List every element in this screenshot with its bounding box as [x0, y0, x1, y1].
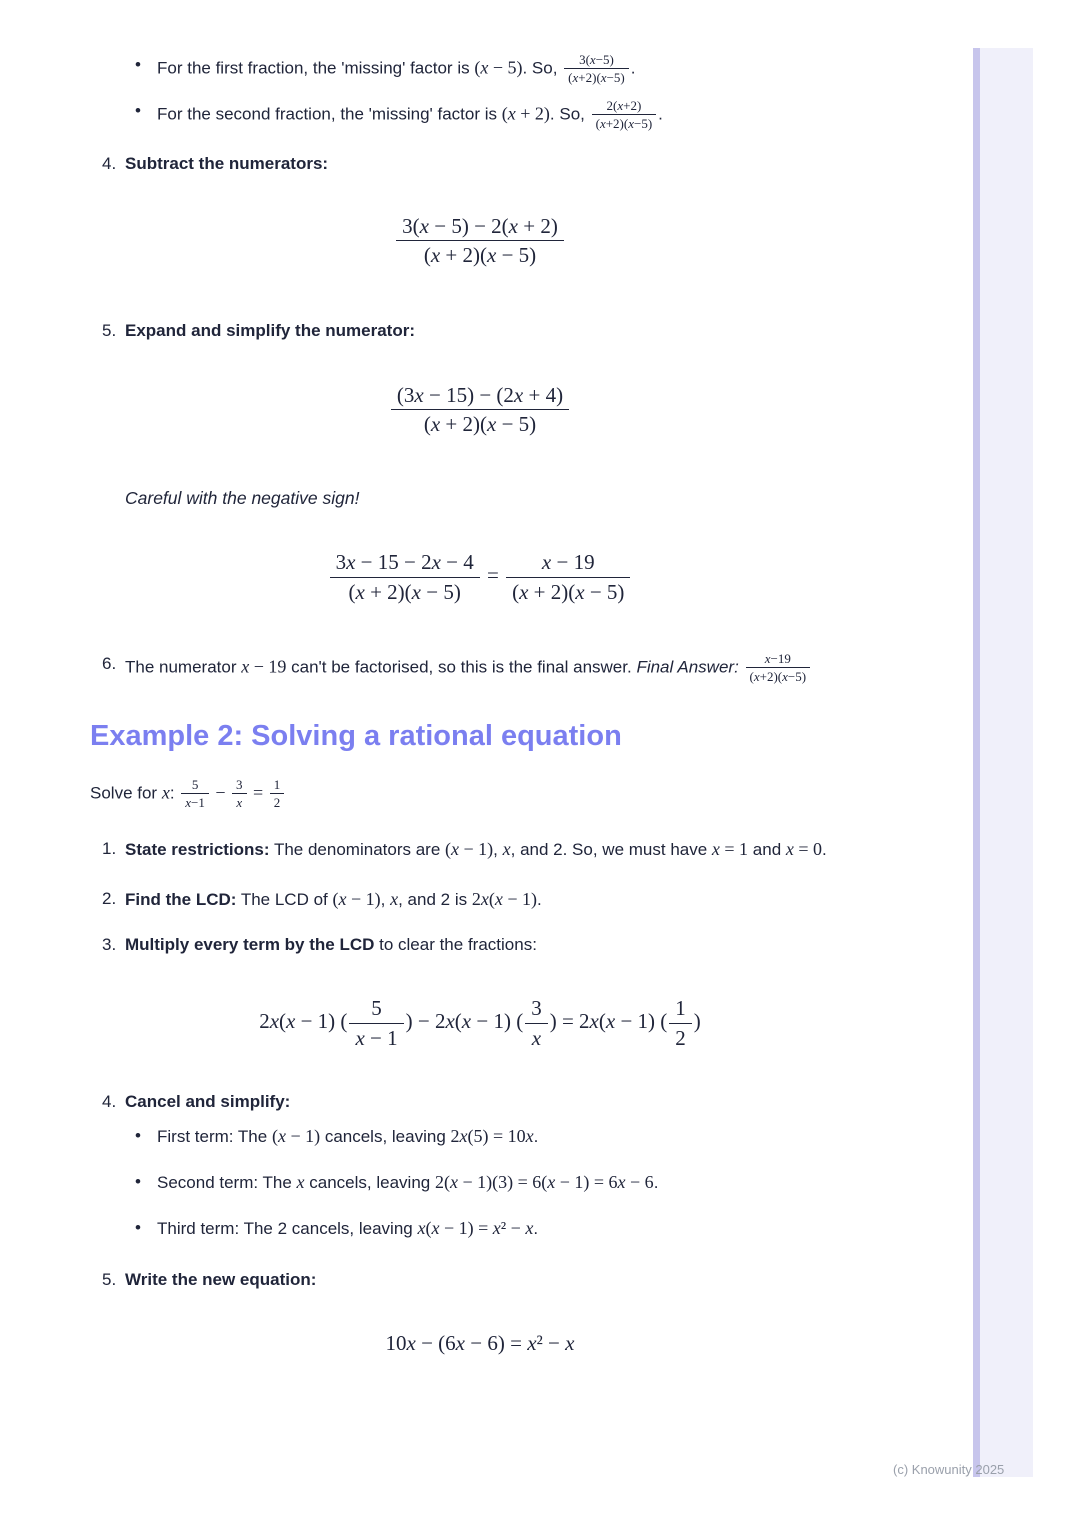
text-segment: . [658, 103, 663, 123]
math-segment: (x − 1) [271, 1126, 321, 1147]
math-segment: ) [693, 1009, 701, 1034]
step-number: 4. [102, 1091, 117, 1111]
step-number: 3. [102, 935, 117, 955]
fraction: $\frac{1}{2}$ [270, 777, 285, 811]
text-segment: cancels, leaving [320, 1127, 451, 1147]
fraction: $\frac{3x - 15 - 2x - 4}{(x + 2)(x - 5)}$ [330, 550, 480, 605]
list-item [90, 1123, 870, 1151]
text-segment: For the first fraction, the 'missing' factor is [157, 58, 475, 78]
text-segment: to clear the fractions: [374, 935, 537, 955]
text-segment: . So, [549, 103, 590, 123]
step-state-restrictions [90, 836, 870, 864]
fraction: $\frac{3(x-5)}{(x+2)(x-5)}$ [564, 52, 629, 86]
bold-text-segment: Multiply every term by the LCD [125, 935, 375, 955]
step-subtract-numerators [90, 151, 870, 177]
step-text [125, 1267, 870, 1293]
text-segment: , [493, 840, 503, 860]
example-2-heading: Example 2: Solving a rational equation [90, 720, 622, 753]
fraction: $\frac{5}{x - 1}$ [349, 996, 403, 1051]
math-segment: 2x(x − 1) [471, 889, 537, 910]
step-number: 5. [102, 1269, 117, 1289]
fraction: $\frac{3}{x}$ [525, 996, 548, 1051]
text-segment: , and 2. So, we must have [510, 840, 712, 860]
list-item [90, 1215, 870, 1243]
text-segment: . [536, 890, 542, 910]
missing-factor-bullet-list [90, 52, 870, 131]
list-item [90, 1169, 870, 1197]
text-segment: . [533, 1127, 539, 1147]
math-segment: x − 19 [241, 656, 287, 677]
math-segment: 2(x − 1)(3) = 6(x − 1) = 6x − 6 [434, 1172, 654, 1193]
step-find-lcd [90, 886, 870, 914]
scrollbar-thumb[interactable] [973, 48, 980, 1477]
fraction: $\frac{x - 19}{(x + 2)(x - 5)}$ [506, 550, 630, 605]
fraction: $\frac{x-19}{(x+2)(x-5)}$ [746, 651, 811, 685]
math-segment: 10x − (6x − 6) = x² − x [385, 1331, 575, 1356]
bold-text-segment: Expand and simplify the numerator: [125, 321, 415, 341]
text-segment: First term: The [157, 1127, 272, 1147]
step-text [125, 1089, 870, 1115]
text-segment: Second term: The [157, 1173, 297, 1193]
text-segment: . [822, 840, 827, 860]
step-number: 2. [102, 889, 117, 909]
copyright-notice: (c) Knowunity 2025 [893, 1462, 1005, 1477]
text-segment: . So, [522, 58, 563, 78]
math-segment: x(x − 1) = x² − x [417, 1218, 534, 1239]
text-segment: : [169, 782, 180, 802]
text-segment: . [630, 58, 636, 78]
step-final-answer [90, 651, 870, 685]
fraction: $\frac{3(x - 5) - 2(x + 2)}{(x + 2)(x - 5)}$ [396, 214, 564, 269]
bold-text-segment: State restrictions: [125, 840, 270, 860]
equation-expanded-numerator [90, 383, 870, 438]
math-segment: 2x(x − 1) ( [259, 1009, 348, 1034]
equation-subtract-numerators [90, 214, 870, 269]
step-number: 1. [102, 839, 117, 859]
list-item-text [157, 98, 870, 132]
text-segment: cancels, leaving [304, 1173, 435, 1193]
math-segment: x [161, 781, 170, 802]
list-item [90, 98, 870, 132]
solve-for-x-line [90, 777, 870, 811]
text-segment: The numerator [125, 657, 242, 677]
text-segment: The LCD of [236, 890, 333, 910]
math-segment: ) − 2x(x − 1) ( [405, 1009, 524, 1034]
cancel-terms-bullet-list [90, 1123, 870, 1243]
step-multiply-by-lcd [90, 932, 870, 958]
text-segment: Solve for [90, 782, 162, 802]
math-segment: ) = 2x(x − 1) ( [549, 1009, 668, 1034]
step-text [125, 651, 870, 685]
step-text [125, 886, 870, 914]
text-segment: and [748, 840, 786, 860]
bold-text-segment: Find the LCD: [125, 890, 237, 910]
bullet-icon: • [135, 100, 141, 120]
text-segment: , and 2 is [398, 890, 472, 910]
step-number: 6. [102, 653, 117, 673]
bold-text-segment: Subtract the numerators: [125, 154, 329, 174]
step-number: 5. [102, 321, 117, 341]
math-segment: x [390, 889, 399, 910]
fraction: $\frac{5}{x-1}$ [181, 777, 209, 811]
bullet-icon: • [135, 55, 141, 74]
list-item-text [157, 1123, 870, 1151]
math-segment: (x − 1) [445, 839, 494, 860]
text-segment: , [380, 890, 391, 910]
text-segment: Third term: The 2 cancels, leaving [157, 1219, 418, 1239]
list-item-text [157, 1215, 870, 1243]
italic-text-segment: Final Answer: [636, 657, 744, 677]
list-item [90, 52, 870, 86]
step-cancel-simplify [90, 1089, 870, 1115]
bullet-icon: • [135, 1172, 141, 1192]
text-segment: . [653, 1173, 659, 1193]
bullet-icon: • [135, 1218, 141, 1238]
equation-new-equation [90, 1327, 870, 1360]
equation-simplified-result [90, 550, 870, 605]
italic-text-segment: Careful with the negative sign! [125, 488, 360, 509]
text-segment: For the second fraction, the 'missing' factor is [157, 103, 502, 123]
document-content [90, 46, 870, 1360]
fraction: $\frac{2(x+2)}{(x+2)(x-5)}$ [592, 98, 657, 132]
math-segment: − [210, 781, 231, 802]
step-text [125, 932, 870, 958]
math-segment: (x + 2) [501, 102, 550, 123]
list-item-text [157, 52, 870, 86]
math-segment: (x − 5) [474, 57, 523, 78]
step-expand-simplify [90, 318, 870, 344]
fraction: $\frac{(3x - 15) - (2x + 4)}{(x + 2)(x - 5)}$ [391, 383, 569, 438]
math-segment: = [481, 563, 505, 588]
step-write-new-equation [90, 1267, 870, 1293]
list-item-text [157, 1169, 870, 1197]
negative-sign-note [90, 485, 870, 512]
math-segment: x = 1 [711, 839, 749, 860]
math-segment: = [248, 781, 268, 802]
text-segment: . [533, 1219, 539, 1239]
math-segment: x [502, 839, 511, 860]
bold-text-segment: Write the new equation: [125, 1269, 317, 1289]
math-segment: x = 0 [785, 839, 823, 860]
equation-multiply-lcd [90, 996, 870, 1051]
fraction: $\frac{1}{2}$ [669, 996, 692, 1051]
step-text [125, 318, 870, 344]
fraction: $\frac{3}{x}$ [232, 777, 247, 811]
scrollbar-track[interactable] [980, 48, 1033, 1477]
bullet-icon: • [135, 1126, 141, 1146]
math-segment: (x − 1) [332, 889, 381, 910]
math-segment: 2x(5) = 10x [450, 1126, 534, 1147]
step-number: 4. [102, 154, 117, 174]
text-segment: can't be factorised, so this is the final answer. [286, 657, 637, 677]
text-segment: The denominators are [269, 840, 446, 860]
math-segment: x [296, 1172, 305, 1193]
bold-text-segment: Cancel and simplify: [125, 1091, 291, 1111]
step-text [125, 836, 870, 864]
step-text [125, 151, 870, 177]
